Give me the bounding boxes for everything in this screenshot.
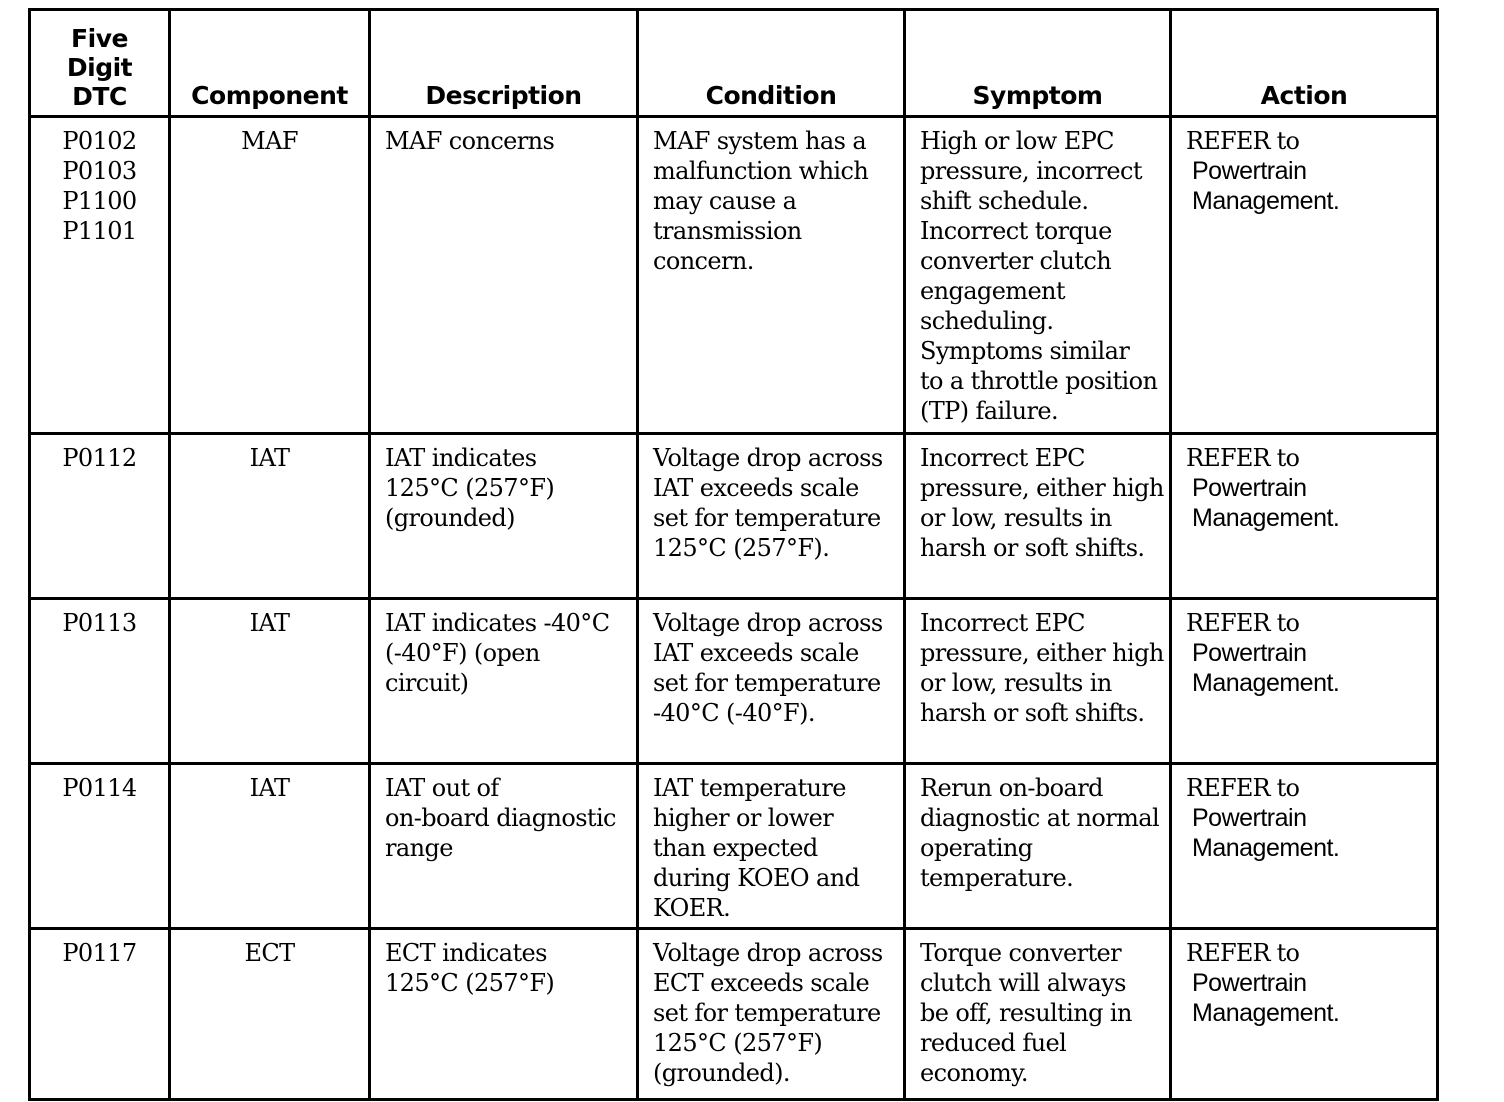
dtc-cell	[30, 929, 170, 1100]
symptom-line: pressure, incorrect	[920, 157, 1142, 185]
component-cell: ECT	[170, 929, 370, 1100]
symptom-line: diagnostic at normal	[920, 804, 1160, 832]
dtc-code: P1101	[62, 217, 137, 245]
symptom-line: to a throttle position	[920, 367, 1158, 395]
action-line: Powertrain	[1192, 157, 1307, 185]
action-line: Powertrain	[1192, 969, 1307, 997]
description-cell	[370, 599, 638, 764]
condition-cell	[638, 117, 905, 434]
symptom-line: Symptoms similar	[920, 337, 1130, 365]
action-line: Management.	[1192, 834, 1340, 862]
description-line: ECT indicates	[385, 939, 547, 967]
header-dtc-line: Five	[71, 24, 128, 53]
header-dtc	[30, 10, 170, 117]
condition-line: set for temperature	[653, 999, 881, 1027]
table-row	[30, 764, 1438, 929]
symptom-cell	[905, 117, 1171, 434]
header-row	[30, 10, 1438, 117]
action-cell	[1171, 117, 1438, 434]
symptom-line: or low, results in	[920, 669, 1112, 697]
condition-line: malfunction which	[653, 157, 869, 185]
condition-line: IAT exceeds scale	[653, 474, 859, 502]
condition-line: set for temperature	[653, 669, 881, 697]
condition-line: IAT temperature	[653, 774, 846, 802]
condition-line: MAF system has a	[653, 127, 867, 155]
condition-line: Voltage drop across	[653, 609, 883, 637]
dtc-code: P0113	[62, 609, 137, 637]
condition-cell	[638, 764, 905, 929]
symptom-cell	[905, 764, 1171, 929]
condition-line: higher or lower	[653, 804, 834, 832]
symptom-line: Incorrect torque	[920, 217, 1112, 245]
description-line: 125°C (257°F)	[385, 474, 555, 502]
condition-line: transmission	[653, 217, 802, 245]
action-line: Management.	[1192, 669, 1340, 697]
dtc-code: P0112	[62, 444, 137, 472]
component-cell: IAT	[170, 434, 370, 599]
component-cell: IAT	[170, 599, 370, 764]
description-cell	[370, 929, 638, 1100]
condition-line: KOER.	[653, 894, 731, 922]
dtc-cell	[30, 599, 170, 764]
condition-line: may cause a	[653, 187, 797, 215]
dtc-cell	[30, 764, 170, 929]
symptom-line: harsh or soft shifts.	[920, 534, 1145, 562]
description-line: circuit)	[385, 669, 469, 697]
symptom-cell	[905, 929, 1171, 1100]
dtc-table-container	[28, 8, 1436, 1101]
description-cell	[370, 117, 638, 434]
condition-line: than expected	[653, 834, 818, 862]
action-cell	[1171, 929, 1438, 1100]
symptom-line: shift schedule.	[920, 187, 1089, 215]
action-line: Management.	[1192, 999, 1340, 1027]
condition-cell	[638, 929, 905, 1100]
condition-cell	[638, 434, 905, 599]
condition-line: Voltage drop across	[653, 939, 883, 967]
action-cell	[1171, 434, 1438, 599]
action-cell	[1171, 764, 1438, 929]
action-line: REFER to	[1186, 774, 1300, 802]
dtc-table	[28, 8, 1439, 1101]
header-condition: Condition	[638, 10, 905, 117]
action-line: REFER to	[1186, 609, 1300, 637]
dtc-code: P1100	[62, 187, 137, 215]
action-line: Management.	[1192, 187, 1340, 215]
dtc-cell	[30, 434, 170, 599]
description-line: MAF concerns	[385, 127, 555, 155]
symptom-cell	[905, 599, 1171, 764]
description-line: range	[385, 834, 453, 862]
condition-line: 125°C (257°F)	[653, 1029, 823, 1057]
condition-line: (grounded).	[653, 1059, 790, 1087]
header-component: Component	[170, 10, 370, 117]
condition-line: -40°C (-40°F).	[653, 699, 815, 727]
symptom-cell	[905, 434, 1171, 599]
dtc-code: P0102	[62, 127, 137, 155]
dtc-code: P0114	[62, 774, 137, 802]
dtc-code: P0117	[62, 939, 137, 967]
symptom-line: High or low EPC	[920, 127, 1114, 155]
description-line: (-40°F) (open	[385, 639, 540, 667]
description-line: 125°C (257°F)	[385, 969, 555, 997]
header-dtc-line: Digit	[66, 53, 133, 82]
header-symptom: Symptom	[905, 10, 1171, 117]
action-line: REFER to	[1186, 939, 1300, 967]
description-cell	[370, 434, 638, 599]
action-line: Powertrain	[1192, 474, 1307, 502]
table-row	[30, 117, 1438, 434]
symptom-line: (TP) failure.	[920, 397, 1059, 425]
action-line: Powertrain	[1192, 804, 1307, 832]
table-row	[30, 929, 1438, 1100]
header-action: Action	[1171, 10, 1438, 117]
action-line: REFER to	[1186, 444, 1300, 472]
table-row	[30, 599, 1438, 764]
symptom-line: engagement	[920, 277, 1065, 305]
symptom-line: clutch will always	[920, 969, 1126, 997]
table-row	[30, 434, 1438, 599]
symptom-line: or low, results in	[920, 504, 1112, 532]
condition-line: during KOEO and	[653, 864, 860, 892]
description-line: (grounded)	[385, 504, 515, 532]
condition-line: ECT exceeds scale	[653, 969, 870, 997]
dtc-cell	[30, 117, 170, 434]
condition-line: set for temperature	[653, 504, 881, 532]
description-cell	[370, 764, 638, 929]
condition-line: Voltage drop across	[653, 444, 883, 472]
action-line: REFER to	[1186, 127, 1300, 155]
symptom-line: Torque converter	[920, 939, 1122, 967]
condition-line: IAT exceeds scale	[653, 639, 859, 667]
description-line: on-board diagnostic	[385, 804, 616, 832]
symptom-line: harsh or soft shifts.	[920, 699, 1145, 727]
symptom-line: reduced fuel	[920, 1029, 1067, 1057]
description-line: IAT indicates -40°C	[385, 609, 610, 637]
condition-line: concern.	[653, 247, 754, 275]
symptom-line: economy.	[920, 1059, 1028, 1087]
symptom-line: pressure, either high	[920, 639, 1164, 667]
description-line: IAT out of	[385, 774, 499, 802]
header-description: Description	[370, 10, 638, 117]
symptom-line: Incorrect EPC	[920, 444, 1085, 472]
symptom-line: Incorrect EPC	[920, 609, 1085, 637]
component-cell: IAT	[170, 764, 370, 929]
component-cell: MAF	[170, 117, 370, 434]
symptom-line: pressure, either high	[920, 474, 1164, 502]
condition-line: 125°C (257°F).	[653, 534, 830, 562]
header-dtc-line: DTC	[72, 82, 127, 111]
symptom-line: scheduling.	[920, 307, 1054, 335]
symptom-line: converter clutch	[920, 247, 1112, 275]
action-line: Powertrain	[1192, 639, 1307, 667]
condition-cell	[638, 599, 905, 764]
action-cell	[1171, 599, 1438, 764]
action-line: Management.	[1192, 504, 1340, 532]
description-line: IAT indicates	[385, 444, 537, 472]
symptom-line: temperature.	[920, 864, 1074, 892]
symptom-line: Rerun on-board	[920, 774, 1103, 802]
dtc-code: P0103	[62, 157, 137, 185]
symptom-line: be off, resulting in	[920, 999, 1132, 1027]
symptom-line: operating	[920, 834, 1033, 862]
